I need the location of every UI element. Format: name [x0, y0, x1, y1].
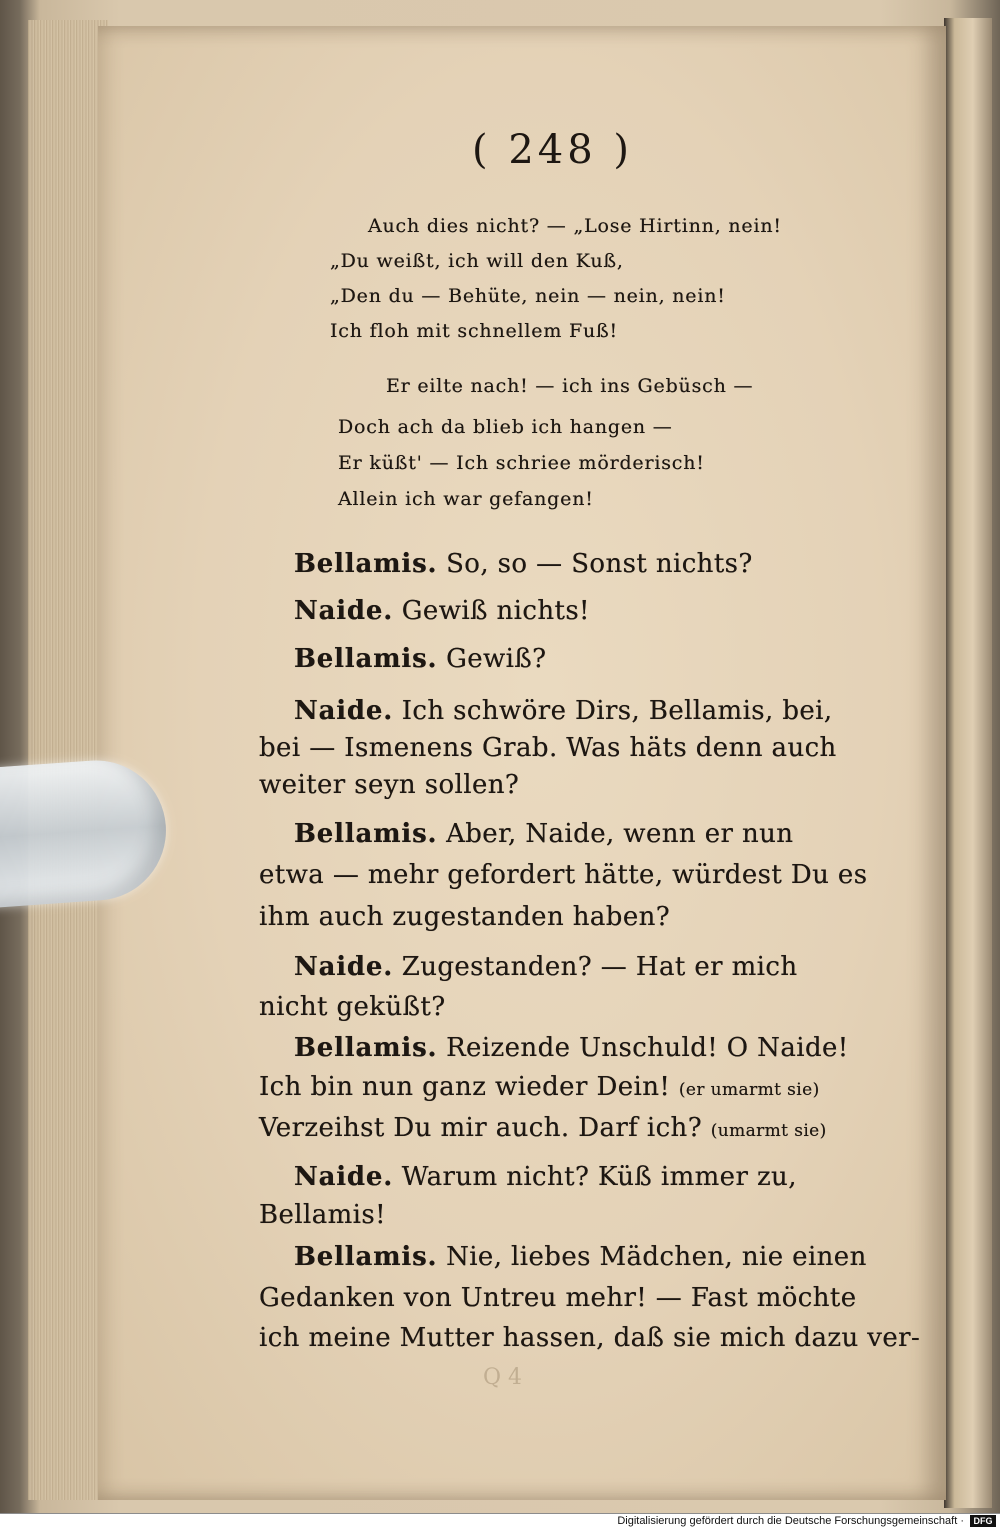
- dialogue-line-6: weiter seyn sollen?: [259, 770, 520, 800]
- speaker-name: Naide.: [294, 696, 394, 726]
- dialogue-line-8: etwa — mehr gefordert hätte, würdest Du es: [259, 860, 868, 890]
- dialogue-line-13: [259, 1074, 820, 1100]
- dialogue-line-12: [294, 1035, 849, 1061]
- dfg-logo-badge: DFG: [970, 1515, 996, 1527]
- poem-line-8: Allein ich war gefangen!: [338, 488, 594, 510]
- speaker-name: Naide.: [294, 1162, 394, 1192]
- dialogue-text: Ich schwöre Dirs, Bellamis, bei,: [393, 696, 833, 726]
- poem-line-1: Auch dies nicht? — „Lose Hirtinn, nein!: [368, 215, 782, 237]
- poem-line-7: Er küßt' — Ich schriee mörderisch!: [338, 452, 705, 474]
- dialogue-line-19: ich meine Mutter hassen, daß sie mich dazu ver-: [259, 1323, 921, 1353]
- dialogue-line-10: [294, 954, 798, 980]
- adjacent-page-edge: [944, 18, 992, 1508]
- dialogue-text: Verzeihst Du mir auch. Darf ich?: [259, 1113, 711, 1143]
- dialogue-line-5: bei — Ismenens Grab. Was häts denn auch: [259, 733, 837, 763]
- dialogue-text: Warum nicht? Küß immer zu,: [393, 1162, 797, 1192]
- dialogue-line-3: [294, 646, 547, 672]
- dialogue-line-15: [294, 1164, 797, 1190]
- poem-line-2: „Du weißt, ich will den Kuß,: [330, 250, 624, 272]
- speaker-name: Naide.: [294, 952, 394, 982]
- dialogue-line-18: Gedanken von Untreu mehr! — Fast möchte: [259, 1283, 857, 1313]
- poem-line-5: Er eilte nach! — ich ins Gebüsch —: [386, 375, 754, 397]
- page-number: ( 248 ): [472, 127, 633, 173]
- dialogue-line-1: [294, 551, 753, 577]
- dialogue-line-16: Bellamis!: [259, 1200, 386, 1230]
- dialogue-text: Reizende Unschuld! O Naide!: [437, 1033, 849, 1063]
- stage-direction: (er umarmt sie): [678, 1080, 820, 1100]
- dialogue-line-11: nicht geküßt?: [259, 992, 446, 1022]
- speaker-name: Bellamis.: [294, 819, 438, 849]
- speaker-name: Naide.: [294, 596, 394, 626]
- speaker-name: Bellamis.: [294, 549, 438, 579]
- digitization-credit: Digitalisierung gefördert durch die Deutsche Forschungsgemeinschaft ·: [617, 1515, 964, 1527]
- dialogue-line-14: [259, 1115, 827, 1141]
- dialogue-line-9: ihm auch zugestanden haben?: [259, 902, 671, 932]
- poem-line-6: Doch ach da blieb ich hangen —: [338, 416, 673, 438]
- speaker-name: Bellamis.: [294, 644, 438, 674]
- dialogue-text: Gewiß nichts!: [393, 596, 590, 626]
- dialogue-line-4: [294, 698, 833, 724]
- dialogue-line-2: [294, 598, 590, 624]
- poem-line-3: „Den du — Behüte, nein — nein, nein!: [330, 285, 726, 307]
- poem-line-4: Ich floh mit schnellem Fuß!: [330, 320, 618, 342]
- dialogue-text: Aber, Naide, wenn er nun: [437, 819, 794, 849]
- speaker-name: Bellamis.: [294, 1033, 438, 1063]
- stage-direction: (umarmt sie): [710, 1121, 827, 1141]
- dialogue-text: Nie, liebes Mädchen, nie einen: [437, 1242, 867, 1272]
- dialogue-text: Ich bin nun ganz wieder Dein!: [259, 1072, 679, 1102]
- dialogue-line-17: [294, 1244, 867, 1270]
- speaker-name: Bellamis.: [294, 1242, 438, 1272]
- dialogue-text: Zugestanden? — Hat er mich: [393, 952, 798, 982]
- dialogue-line-7: [294, 821, 793, 847]
- signature-mark: Q 4: [483, 1365, 523, 1390]
- paper-page: [98, 26, 946, 1500]
- dialogue-text: So, so — Sonst nichts?: [437, 549, 753, 579]
- dialogue-text: Gewiß?: [437, 644, 547, 674]
